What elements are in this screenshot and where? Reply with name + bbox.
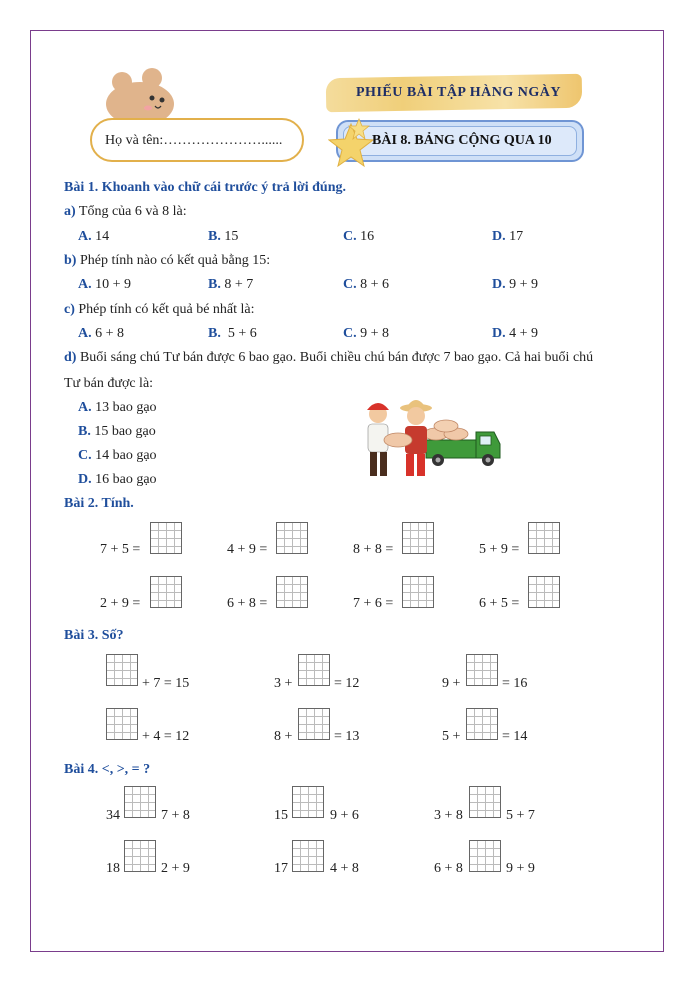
compare-grid[interactable] [124,786,156,818]
option-letter: B. [208,277,221,292]
option-text: 5 + 6 [220,326,257,341]
answer-grid[interactable] [150,576,182,608]
question-text: Tổng của 6 và 8 là: [75,204,187,219]
compare-right: 7 + 8 [161,808,190,823]
question-d [64,350,593,366]
option-letter: B. [78,424,91,439]
option-d-A[interactable] [78,400,157,416]
compare-right: 9 + 9 [506,861,535,876]
option-text: 16 [356,229,375,244]
option-c-A[interactable] [78,326,124,342]
bai3-before: 3 + [274,676,293,691]
option-text: 15 bao gạo [90,424,156,439]
compare-right: 2 + 9 [161,861,190,876]
bai2-heading: Bài 2. Tính. [64,496,134,511]
question-b [64,253,270,269]
question-text: Phép tính nào có kết quả bằng 15: [76,253,271,268]
option-b-D[interactable] [492,277,538,293]
answer-grid[interactable] [276,576,308,608]
bai2-expression: 2 + 9 = [100,596,141,611]
option-text: 17 [505,229,524,244]
option-text: 16 bao gạo [91,472,157,487]
option-text: 9 + 8 [356,326,390,341]
bai2-expression: 5 + 9 = [479,542,520,557]
option-letter: A. [78,400,92,415]
option-a-D[interactable] [492,229,523,245]
compare-grid[interactable] [124,840,156,872]
option-letter: C. [78,448,92,463]
compare-grid[interactable] [292,786,324,818]
bai2-expression: 6 + 8 = [227,596,268,611]
name-field[interactable]: Họ và tên:…………………...... [105,133,283,148]
option-text: 8 + 7 [220,277,254,292]
option-letter: A. [78,229,92,244]
option-text: 14 bao gạo [91,448,157,463]
option-a-B[interactable] [208,229,238,245]
option-c-C[interactable] [343,326,389,342]
bai3-after: = 13 [334,729,360,744]
option-letter: D. [78,472,92,487]
answer-grid[interactable] [466,654,498,686]
answer-grid[interactable] [276,522,308,554]
option-d-D[interactable] [78,472,157,488]
bai2-expression: 7 + 5 = [100,542,141,557]
option-a-A[interactable] [78,229,109,245]
bai4-heading: Bài 4. <, >, = ? [64,762,151,777]
question-label: b) [64,253,77,268]
bai3-after: = 14 [502,729,528,744]
answer-grid[interactable] [528,522,560,554]
bai2-expression: 4 + 9 = [227,542,268,557]
option-letter: B. [208,229,221,244]
option-text: 15 [220,229,239,244]
option-text: 9 + 9 [505,277,539,292]
answer-grid[interactable] [106,708,138,740]
option-letter: C. [343,277,357,292]
compare-left: 34 [106,808,120,823]
answer-grid[interactable] [402,576,434,608]
option-text: 4 + 9 [505,326,539,341]
rice-delivery-illustration [356,396,506,488]
question-label: d) [64,350,77,365]
question-a [64,204,187,220]
option-b-B[interactable] [208,277,253,293]
option-text: 8 + 6 [356,277,390,292]
option-text: 10 + 9 [91,277,132,292]
option-c-B[interactable] [208,326,257,342]
question-label: a) [64,204,76,219]
bai3-after: + 4 = 12 [142,729,190,744]
compare-grid[interactable] [469,786,501,818]
option-text: 13 bao gạo [91,400,157,415]
answer-grid[interactable] [528,576,560,608]
answer-grid[interactable] [402,522,434,554]
option-c-D[interactable] [492,326,538,342]
answer-grid[interactable] [298,654,330,686]
option-b-A[interactable] [78,277,131,293]
bai2-expression: 7 + 6 = [353,596,394,611]
page-title: PHIẾU BÀI TẬP HÀNG NGÀY [356,85,561,100]
answer-grid[interactable] [150,522,182,554]
question-label: c) [64,302,75,317]
question-text: Phép tính có kết quả bé nhất là: [74,302,255,317]
bai3-heading: Bài 3. Số? [64,628,124,643]
question-c [64,302,255,318]
bai3-after: = 16 [502,676,528,691]
compare-grid[interactable] [469,840,501,872]
question-text: Buổi sáng chú Tư bán được 6 bao gạo. Buổi chiều chú bán được 7 bao gạo. Cả hai buổi chú [76,350,594,365]
option-letter: A. [78,326,92,341]
lesson-title: BÀI 8. BẢNG CỘNG QUA 10 [372,133,552,148]
option-b-C[interactable] [343,277,389,293]
compare-grid[interactable] [292,840,324,872]
option-letter: C. [343,326,357,341]
answer-grid[interactable] [298,708,330,740]
option-letter: B. [208,326,221,341]
compare-left: 15 [274,808,288,823]
option-letter: D. [492,277,506,292]
option-d-B[interactable] [78,424,156,440]
option-text: 6 + 8 [91,326,125,341]
option-letter: A. [78,277,92,292]
bai3-before: 8 + [274,729,293,744]
option-text: 14 [91,229,110,244]
compare-left: 3 + 8 [434,808,463,823]
option-d-C[interactable] [78,448,157,464]
bai3-before: 5 + [442,729,461,744]
option-letter: D. [492,326,506,341]
bai3-after: = 12 [334,676,360,691]
option-letter: D. [492,229,506,244]
bai2-expression: 8 + 8 = [353,542,394,557]
compare-right: 4 + 8 [330,861,359,876]
compare-right: 9 + 6 [330,808,359,823]
bai1-heading: Bài 1. Khoanh vào chữ cái trước ý trả lời đúng. [64,180,346,195]
bai2-expression: 6 + 5 = [479,596,520,611]
compare-left: 17 [274,861,288,876]
question-d-line2: Tư bán được là: [64,376,154,391]
compare-right: 5 + 7 [506,808,535,823]
option-letter: C. [343,229,357,244]
bai3-after: + 7 = 15 [142,676,190,691]
option-a-C[interactable] [343,229,374,245]
answer-grid[interactable] [106,654,138,686]
compare-left: 6 + 8 [434,861,463,876]
answer-grid[interactable] [466,708,498,740]
compare-left: 18 [106,861,120,876]
small-star-icon [348,118,370,140]
bai3-before: 9 + [442,676,461,691]
